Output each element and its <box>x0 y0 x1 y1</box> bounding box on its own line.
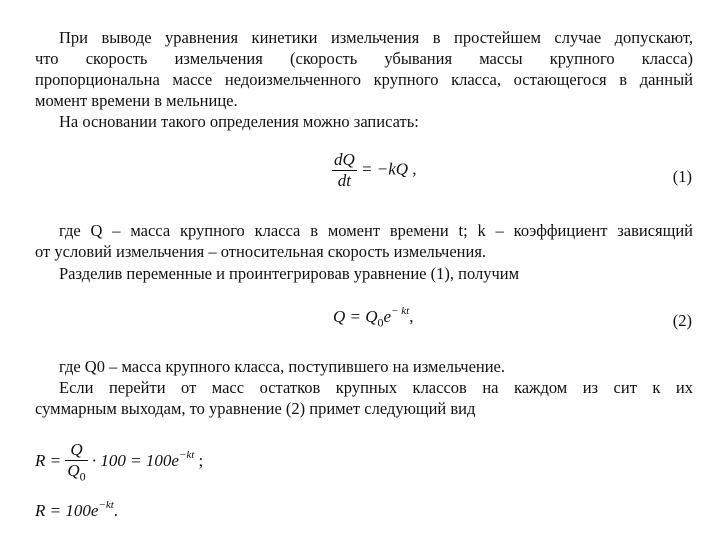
text-line: что скорость измельчения (скорость убывания массы крупного класса) <box>35 49 693 68</box>
paragraph-q0-definition <box>35 356 693 377</box>
text-line: от условий измельчения – относительная скорость измельчения. <box>35 242 487 261</box>
subscript-zero: 0 <box>377 315 384 330</box>
paragraph-assumption <box>35 27 693 111</box>
equation-lhs: Q = Q <box>333 307 378 326</box>
fraction-numerator: dQ <box>334 150 355 169</box>
equation-4 <box>35 499 118 521</box>
exponent: −kt <box>98 499 114 511</box>
paragraph-yields <box>35 377 693 419</box>
equation-number-1: (1) <box>672 167 692 186</box>
equation-number-2: (2) <box>672 311 692 330</box>
equation-3 <box>35 440 203 484</box>
text-line: На основании такого определения можно записать: <box>59 112 419 131</box>
equation-lhs: R = <box>35 451 62 471</box>
text-line: Если перейти от масс остатков крупных классов на каждом из сит к их <box>59 378 693 397</box>
paragraph-definitions <box>35 220 693 262</box>
equation-2 <box>333 305 413 330</box>
equation-tail: ; <box>198 451 204 471</box>
fraction-denominator: dt <box>337 171 351 190</box>
text-line: где Q – масса крупного класса в момент времени t; k – коэффициент зависящий <box>59 221 693 240</box>
fraction-denominator <box>65 461 87 484</box>
text-line: суммарным выходам, то уравнение (2) примет следующий вид <box>35 399 476 418</box>
equation-tail: , <box>409 307 414 326</box>
fraction-q-q0 <box>65 440 87 484</box>
exponent: − kt <box>391 305 410 317</box>
den-symbol: Q <box>67 461 80 480</box>
equation-tail: . <box>113 501 119 520</box>
equation-rhs: = −kQ , <box>361 159 417 179</box>
equation-middle: · 100 = 100e <box>91 451 179 471</box>
text-line: При выводе уравнения кинетики измельчения в простейшем случае допускают, <box>59 28 693 47</box>
exponent: −kt <box>178 449 195 462</box>
text-line: момент времени в мельнице. <box>35 91 238 110</box>
den-subscript: 0 <box>79 469 86 484</box>
paragraph-basis <box>35 111 693 132</box>
equation-1 <box>332 150 417 191</box>
fraction-dq-dt <box>332 150 357 191</box>
fraction-numerator: Q <box>70 440 83 459</box>
paragraph-integration <box>35 263 693 284</box>
text-line: пропорциональна массе недоизмельченного крупного класса, остающегося в данный <box>35 70 693 89</box>
equation-lhs: R = 100e <box>35 501 99 520</box>
exp-base: e <box>383 307 392 326</box>
text-line: где Q0 – масса крупного класса, поступившего на измельчение. <box>59 357 505 376</box>
text-line: Разделив переменные и проинтегрировав уравнение (1), получим <box>59 264 520 283</box>
